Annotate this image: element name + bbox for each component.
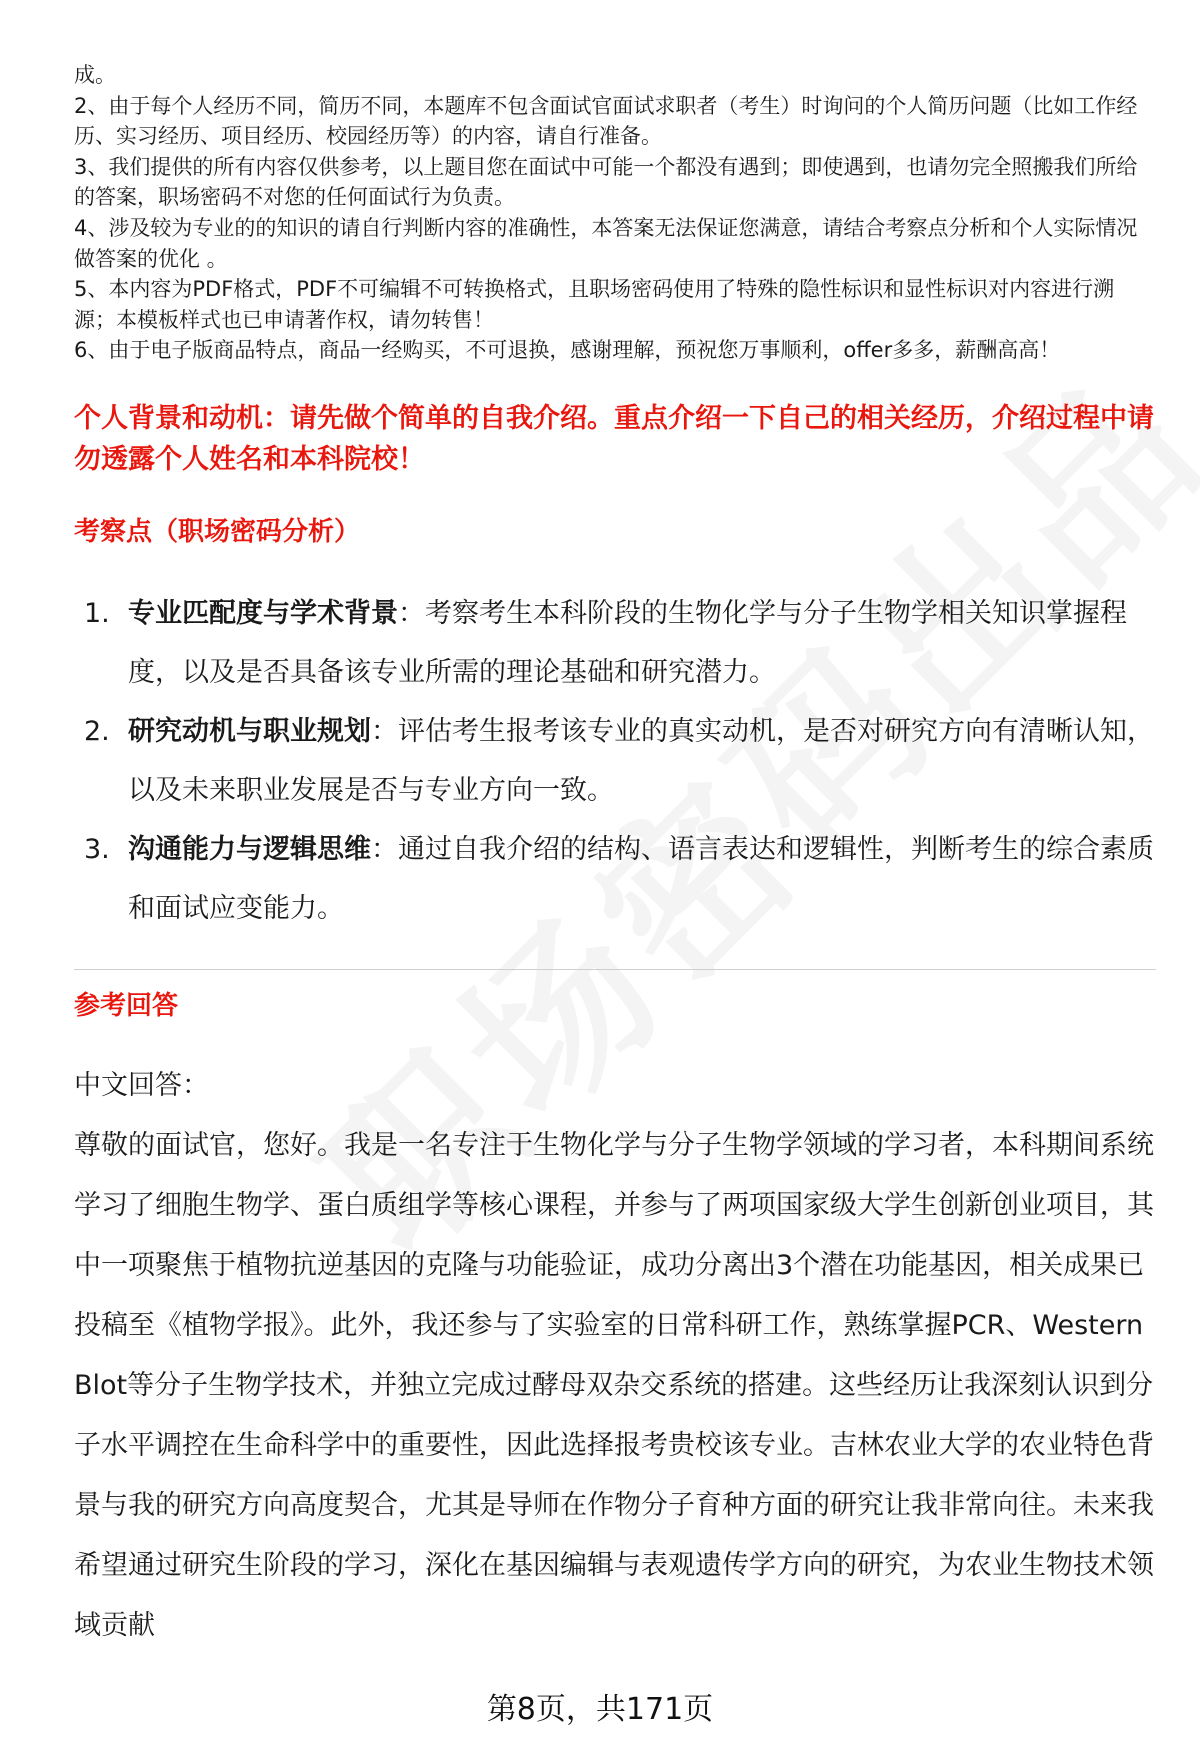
note-line: 3、我们提供的所有内容仅供参考，以上题目您在面试中可能一个都没有遇到；即使遇到，也请勿完全照搬我们所给的答案，职场密码不对您的任何面试行为负责。 <box>74 154 1138 210</box>
question-title: 个人背景和动机：请先做个简单的自我介绍。重点介绍一下自己的相关经历，介绍过程中请勿透露个人姓名和本科院校！ <box>74 403 1154 475</box>
key-point-text: ：评估考生报考该专业的真实动机，是否对研究方向有清晰认知，以及未来职业发展是否与专业方向一致。 <box>128 716 1154 806</box>
key-point-number: 3. <box>84 834 110 865</box>
answer-heading: 参考回答 <box>74 991 179 1021</box>
note-line: 2、由于每个人经历不同，简历不同，本题库不包含面试官面试求职者（考生）时询问的个人简历问题（比如工作经历、实习经历、项目经历、校园经历等）的内容，请自行准备。 <box>74 93 1138 149</box>
key-point-number: 2. <box>84 716 110 747</box>
note-line: 成。 <box>74 63 116 87</box>
key-point-text: ：通过自我介绍的结构、语言表达和逻辑性，判断考生的综合素质和面试应变能力。 <box>128 834 1154 924</box>
note-line: 6、由于电子版商品特点，商品一经购买，不可退换，感谢理解，预祝您万事顺利，offer多多，薪酬高高！ <box>74 338 1061 363</box>
note-line: 5、本内容为PDF格式，PDF不可编辑不可转换格式，且职场密码使用了特殊的隐性标识和显性标识对内容进行溯源；本模板样式也已申请著作权，请勿转售！ <box>74 277 1115 332</box>
key-point-number: 1. <box>84 598 110 629</box>
key-point-title: 研究动机与职业规划 <box>128 716 371 747</box>
key-point-text: ：考察考生本科阶段的生物化学与分子生物学相关知识掌握程度，以及是否具备该专业所需的理论基础和研究潜力。 <box>128 598 1127 688</box>
key-point-item <box>84 820 1154 938</box>
section-divider <box>74 969 1156 970</box>
key-point-title: 沟通能力与逻辑思维 <box>128 834 371 865</box>
page-number: 第8页，共171页 <box>486 1692 714 1727</box>
answer-body <box>74 1056 1154 1656</box>
key-point-title: 专业匹配度与学术背景 <box>128 598 398 629</box>
key-points-list <box>84 584 1154 938</box>
note-line: 4、涉及较为专业的的知识的请自行判断内容的准确性，本答案无法保证您满意，请结合考察点分析和个人实际情况做答案的优化 。 <box>74 215 1138 271</box>
notes-section <box>74 60 1154 366</box>
key-point-item <box>84 702 1154 820</box>
key-point-item <box>84 584 1154 702</box>
answer-text: 尊敬的面试官，您好。我是一名专注于生物化学与分子生物学领域的学习者，本科期间系统学习了细胞生物学、蛋白质组学等核心课程，并参与了两项国家级大学生创新创业项目，其中一项聚焦于植物抗逆基因的克隆与功能验证，成功分离出3个潜在功能基因，相关成果已投稿至《植物学报》。此外，我还参与了实验室的日常科研工作，熟练掌握PCR、Western Blot等分子生物学技术，并独立完成过酵母双杂交系统的搭建。这些经历让我深刻认识到分子水平调控在生命科学中的重要性，因此选择报考贵校该专业。吉林农业大学的农业特色背景与我的研究方向高度契合，尤其是导师在作物分子育种方面的研究让我非常向往。未来我希望通过研究生阶段的学习，深化在基因编辑与表观遗传学方向的研究，为农业生物技术领域贡献 <box>74 1130 1154 1641</box>
key-points-heading: 考察点（职场密码分析） <box>74 517 361 547</box>
answer-label: 中文回答： <box>74 1070 209 1101</box>
